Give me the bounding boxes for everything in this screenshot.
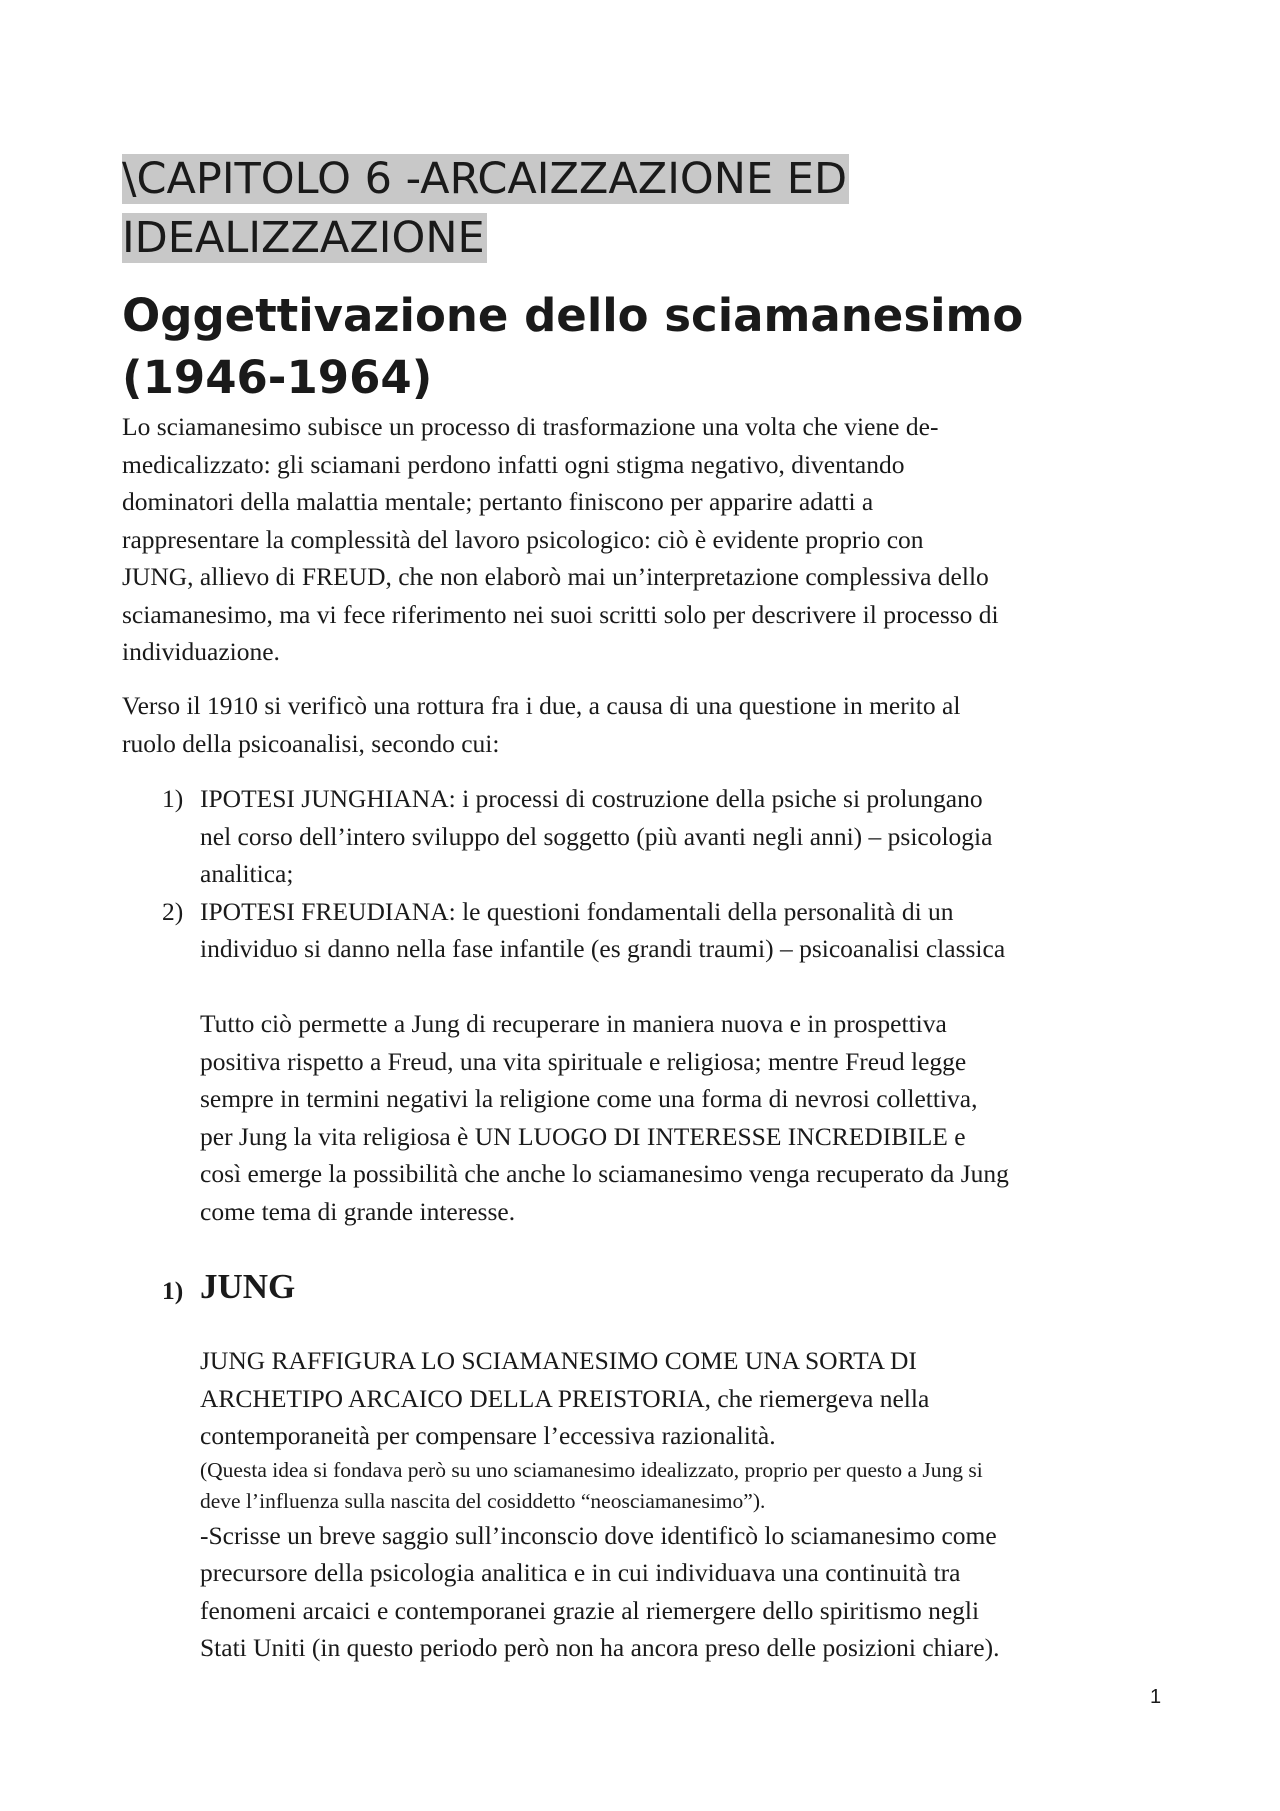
- text-line: analitica;: [200, 859, 294, 888]
- chapter-heading-line-2: IDEALIZZAZIONE: [122, 213, 485, 263]
- text-line: precursore della psicologia analitica e in cui individuava una continuità tra: [200, 1558, 961, 1587]
- text-line: contemporaneità per compensare l’eccessiva razionalità.: [200, 1421, 776, 1450]
- text-line: rappresentare la complessità del lavoro psicologico: ciò è evidente proprio con: [122, 524, 924, 554]
- text-line: sempre in termini negativi la religione come una forma di nevrosi collettiva,: [200, 1084, 978, 1113]
- list-number: 1): [162, 784, 184, 813]
- text-line: individuo si danno nella fase infantile (es grandi traumi) – psicoanalisi classica: [200, 934, 1006, 963]
- text-line: JUNG, allievo di FREUD, che non elaborò mai un’interpretazione complessiva dello: [122, 562, 989, 591]
- text-line: sciamanesimo, ma vi fece riferimento nei suoi scritti solo per descrivere il processo di: [122, 599, 999, 629]
- text-line: così emerge la possibilità che anche lo sciamanesimo venga recuperato da Jung: [200, 1159, 1009, 1188]
- religion-paragraph: [200, 1005, 1185, 1230]
- text-line: IPOTESI FREUDIANA: le questioni fondamentali della personalità di un: [200, 896, 954, 926]
- text-line: JUNG RAFFIGURA LO SCIAMANESIMO COME UNA SORTA DI: [200, 1346, 917, 1375]
- text-line: dominatori della malattia mentale; pertanto finiscono per apparire adatti a: [122, 487, 874, 516]
- text-line: per Jung la vita religiosa è UN LUOGO DI INTERESSE INCREDIBILE e: [200, 1121, 966, 1151]
- hypotheses-list: [122, 780, 1182, 968]
- text-line: come tema di grande interesse.: [200, 1196, 516, 1226]
- text-line: nel corso dell’intero sviluppo del soggetto (più avanti negli anni) – psicologia: [200, 821, 993, 851]
- text-line: Verso il 1910 si verificò una rottura fra i due, a causa di una questione in merito al: [122, 691, 961, 720]
- text-line: Tutto ciò permette a Jung di recuperare in maniera nuova e in prospettiva: [200, 1009, 947, 1038]
- section-title-line-2: (1946-1964): [122, 351, 433, 404]
- chapter-heading: [122, 150, 849, 268]
- chapter-heading-line-1: \CAPITOLO 6 -ARCAIZZAZIONE ED: [122, 154, 848, 204]
- text-line: medicalizzato: gli sciamani perdono infatti ogni stigma negativo, diventando: [122, 449, 905, 479]
- section-title: [122, 285, 1172, 409]
- text-line: positiva rispetto a Freud, una vita spirituale e religiosa; mentre Freud legge: [200, 1046, 967, 1076]
- heading-number: 1): [162, 1276, 184, 1305]
- section-title-line-1: Oggettivazione dello sciamanesimo: [122, 289, 1024, 342]
- list-item-jungian-hypothesis: [122, 780, 1182, 893]
- footnote-line: deve l’influenza sulla nascita del cosiddetto “neosciamanesimo”).: [200, 1488, 766, 1513]
- text-line: ARCHETIPO ARCAICO DELLA PREISTORIA, che riemergeva nella: [200, 1383, 930, 1413]
- text-line: ruolo della psicoanalisi, secondo cui:: [122, 728, 500, 758]
- intro-paragraph: [122, 408, 1182, 671]
- jung-section-body: [200, 1342, 1185, 1667]
- list-number: 2): [162, 896, 184, 926]
- footnote-line: (Questa idea si fondava però su uno sciamanesimo idealizzato, proprio per questo a Jung si: [200, 1457, 983, 1482]
- rupture-paragraph: [122, 687, 1182, 762]
- text-line: Stati Uniti (in questo periodo però non ha ancora preso delle posizioni chiare).: [200, 1633, 1000, 1662]
- page-number: 1: [1150, 1686, 1162, 1708]
- text-line: IPOTESI JUNGHIANA: i processi di costruzione della psiche si prolungano: [200, 784, 983, 813]
- heading-title: JUNG: [200, 1267, 296, 1306]
- text-line: individuazione.: [122, 637, 280, 666]
- text-line: Lo sciamanesimo subisce un processo di trasformazione una volta che viene de-: [122, 412, 939, 441]
- text-line: fenomeni arcaici e contemporanei grazie al riemergere dello spiritismo negli: [200, 1595, 980, 1625]
- list-item-freudian-hypothesis: [122, 893, 1182, 968]
- text-line: -Scrisse un breve saggio sull’inconscio dove identificò lo sciamanesimo come: [200, 1520, 997, 1550]
